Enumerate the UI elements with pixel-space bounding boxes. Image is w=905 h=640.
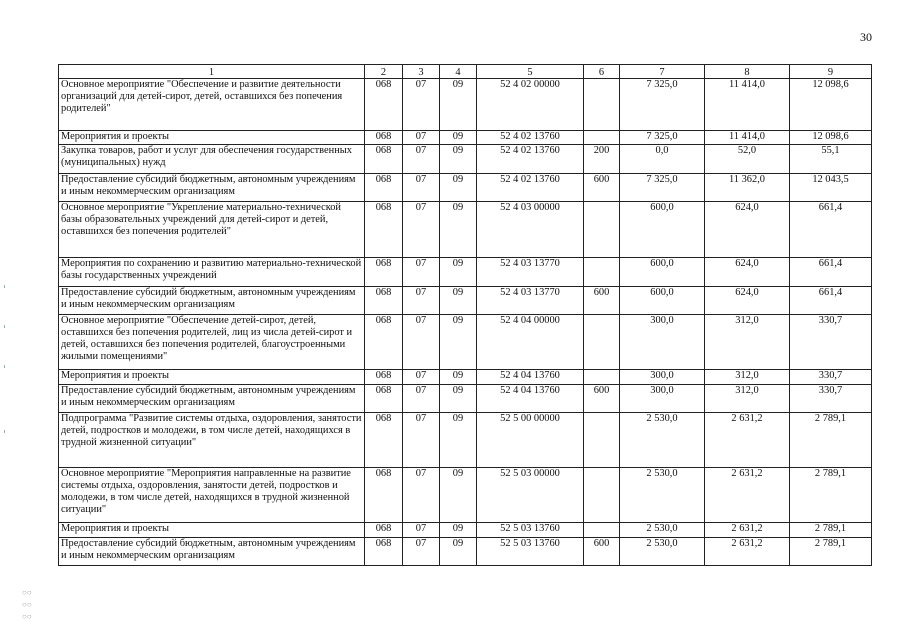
budget-table [58, 64, 872, 566]
row-value-cell: 52 5 03 13760 [477, 537, 584, 565]
row-value-cell: 300,0 [620, 370, 705, 385]
table-row [59, 201, 872, 258]
column-header: 2 [365, 65, 403, 79]
table-row [59, 286, 872, 314]
row-name-cell: Мероприятия и проекты [59, 522, 365, 537]
table-row [59, 370, 872, 385]
row-value-cell: 600,0 [620, 286, 705, 314]
row-value-cell [584, 78, 620, 130]
row-name-cell: Предоставление субсидий бюджетным, автономным учреждениям и иным некоммерческим организациям [59, 537, 365, 565]
row-value-cell [584, 370, 620, 385]
row-value-cell: 2 530,0 [620, 537, 705, 565]
row-value-cell: 2 789,1 [790, 537, 872, 565]
row-name-cell: Основное мероприятие "Мероприятия направленные на развитие системы отдыха, оздоровления, занятости детей, подростков и молодежи, в том числе детей, находящихся в трудной жизненной ситуации" [59, 467, 365, 522]
row-value-cell: 068 [365, 314, 403, 369]
row-name-cell: Мероприятия по сохранению и развитию материально-технической базы государственных учреждений [59, 258, 365, 286]
row-value-cell: 300,0 [620, 314, 705, 369]
table-row [59, 522, 872, 537]
row-value-cell: 600 [584, 173, 620, 201]
row-value-cell: 07 [403, 130, 440, 145]
row-value-cell: 09 [440, 413, 477, 467]
row-value-cell: 2 530,0 [620, 522, 705, 537]
row-value-cell: 09 [440, 286, 477, 314]
table-row [59, 145, 872, 173]
row-value-cell: 11 414,0 [705, 130, 790, 145]
row-value-cell: 09 [440, 145, 477, 173]
row-value-cell: 09 [440, 173, 477, 201]
row-value-cell: 0,0 [620, 145, 705, 173]
row-value-cell: 52 4 03 00000 [477, 201, 584, 258]
table-row [59, 173, 872, 201]
row-value-cell: 52 4 02 13760 [477, 130, 584, 145]
row-value-cell: 661,4 [790, 286, 872, 314]
row-value-cell: 09 [440, 522, 477, 537]
row-name-cell: Подпрограмма "Развитие системы отдыха, оздоровления, занятости детей, подростков и молодежи, в том числе детей, находящихся в трудной жизненной ситуации" [59, 413, 365, 467]
row-value-cell: 52 4 02 13760 [477, 173, 584, 201]
table-row [59, 467, 872, 522]
header-row [59, 65, 872, 79]
row-value-cell: 312,0 [705, 370, 790, 385]
row-value-cell: 2 530,0 [620, 413, 705, 467]
row-value-cell: 09 [440, 130, 477, 145]
table-row [59, 258, 872, 286]
row-value-cell: 624,0 [705, 258, 790, 286]
row-value-cell: 068 [365, 384, 403, 412]
row-value-cell: 52 4 04 13760 [477, 384, 584, 412]
row-value-cell: 330,7 [790, 384, 872, 412]
row-name-cell: Предоставление субсидий бюджетным, автономным учреждениям и иным некоммерческим организациям [59, 286, 365, 314]
row-value-cell: 52 4 04 00000 [477, 314, 584, 369]
row-value-cell: 624,0 [705, 286, 790, 314]
row-name-cell: Закупка товаров, работ и услуг для обеспечения государственных (муниципальных) нужд [59, 145, 365, 173]
row-value-cell [584, 130, 620, 145]
row-value-cell: 52 4 03 13770 [477, 286, 584, 314]
row-value-cell: 068 [365, 130, 403, 145]
row-value-cell: 09 [440, 370, 477, 385]
row-value-cell: 2 631,2 [705, 522, 790, 537]
scan-mark: ○○ [22, 600, 32, 609]
table-row [59, 413, 872, 467]
scan-artifact [4, 365, 5, 368]
row-value-cell: 07 [403, 258, 440, 286]
row-value-cell: 300,0 [620, 384, 705, 412]
row-value-cell [584, 201, 620, 258]
row-name-cell: Мероприятия и проекты [59, 370, 365, 385]
row-value-cell: 07 [403, 201, 440, 258]
table-row [59, 537, 872, 565]
row-value-cell: 661,4 [790, 258, 872, 286]
row-value-cell: 7 325,0 [620, 173, 705, 201]
row-value-cell: 52 5 03 00000 [477, 467, 584, 522]
row-value-cell: 07 [403, 467, 440, 522]
row-value-cell: 52 4 02 13760 [477, 145, 584, 173]
table-row [59, 130, 872, 145]
row-value-cell: 52 4 04 13760 [477, 370, 584, 385]
row-value-cell: 07 [403, 537, 440, 565]
row-name-cell: Мероприятия и проекты [59, 130, 365, 145]
row-value-cell [584, 314, 620, 369]
column-header: 5 [477, 65, 584, 79]
row-value-cell: 600,0 [620, 258, 705, 286]
scan-mark: ○○ [22, 612, 32, 621]
row-value-cell: 2 631,2 [705, 467, 790, 522]
scan-artifact [4, 325, 5, 328]
table-row [59, 78, 872, 130]
row-value-cell: 600,0 [620, 201, 705, 258]
row-value-cell: 068 [365, 78, 403, 130]
row-value-cell: 52 5 03 13760 [477, 522, 584, 537]
row-value-cell: 09 [440, 467, 477, 522]
row-value-cell: 07 [403, 522, 440, 537]
row-value-cell: 12 098,6 [790, 78, 872, 130]
scan-artifact [4, 285, 5, 288]
row-value-cell: 52 5 00 00000 [477, 413, 584, 467]
row-value-cell: 11 362,0 [705, 173, 790, 201]
row-value-cell: 2 631,2 [705, 537, 790, 565]
row-value-cell: 09 [440, 78, 477, 130]
row-value-cell: 11 414,0 [705, 78, 790, 130]
row-value-cell: 55,1 [790, 145, 872, 173]
column-header: 8 [705, 65, 790, 79]
row-value-cell: 07 [403, 314, 440, 369]
page-number: 30 [860, 30, 872, 44]
row-value-cell: 2 789,1 [790, 467, 872, 522]
row-value-cell: 2 789,1 [790, 413, 872, 467]
row-value-cell: 07 [403, 286, 440, 314]
column-header: 9 [790, 65, 872, 79]
row-name-cell: Основное мероприятие "Обеспечение детей-сирот, детей, оставшихся без попечения родителей, лиц из числа детей-сирот и детей, оставшихся без попечения родителей, благоустроенными жилыми помещениями" [59, 314, 365, 369]
row-value-cell [584, 258, 620, 286]
row-value-cell: 068 [365, 370, 403, 385]
row-value-cell: 330,7 [790, 370, 872, 385]
row-value-cell: 12 043,5 [790, 173, 872, 201]
row-value-cell: 600 [584, 286, 620, 314]
row-value-cell: 52 4 03 13770 [477, 258, 584, 286]
row-value-cell: 09 [440, 201, 477, 258]
row-value-cell [584, 413, 620, 467]
row-value-cell: 068 [365, 258, 403, 286]
row-value-cell: 09 [440, 258, 477, 286]
row-value-cell: 09 [440, 384, 477, 412]
scan-artifact [4, 430, 5, 433]
row-value-cell: 07 [403, 370, 440, 385]
row-value-cell: 068 [365, 173, 403, 201]
row-name-cell: Предоставление субсидий бюджетным, автономным учреждениям и иным некоммерческим организациям [59, 384, 365, 412]
scan-mark: ○○ [22, 588, 32, 597]
column-header: 4 [440, 65, 477, 79]
row-value-cell: 7 325,0 [620, 130, 705, 145]
row-value-cell: 068 [365, 145, 403, 173]
row-value-cell: 068 [365, 467, 403, 522]
column-header: 1 [59, 65, 365, 79]
column-header: 6 [584, 65, 620, 79]
row-value-cell: 2 789,1 [790, 522, 872, 537]
row-value-cell: 068 [365, 537, 403, 565]
row-value-cell: 2 530,0 [620, 467, 705, 522]
row-value-cell: 068 [365, 286, 403, 314]
row-value-cell: 068 [365, 413, 403, 467]
row-value-cell: 09 [440, 314, 477, 369]
row-value-cell: 07 [403, 384, 440, 412]
row-value-cell: 312,0 [705, 384, 790, 412]
row-value-cell: 068 [365, 201, 403, 258]
row-value-cell: 330,7 [790, 314, 872, 369]
row-value-cell: 7 325,0 [620, 78, 705, 130]
row-value-cell: 52 4 02 00000 [477, 78, 584, 130]
column-header: 7 [620, 65, 705, 79]
row-name-cell: Предоставление субсидий бюджетным, автономным учреждениям и иным некоммерческим организациям [59, 173, 365, 201]
column-header: 3 [403, 65, 440, 79]
row-value-cell: 09 [440, 537, 477, 565]
row-value-cell: 07 [403, 413, 440, 467]
row-value-cell: 600 [584, 384, 620, 412]
table-row [59, 384, 872, 412]
table-row [59, 314, 872, 369]
row-value-cell: 12 098,6 [790, 130, 872, 145]
row-value-cell: 312,0 [705, 314, 790, 369]
row-value-cell: 07 [403, 78, 440, 130]
row-value-cell: 2 631,2 [705, 413, 790, 467]
row-value-cell: 52,0 [705, 145, 790, 173]
row-value-cell [584, 522, 620, 537]
row-name-cell: Основное мероприятие "Обеспечение и развитие деятельности организаций для детей-сирот, детей, оставшихся без попечения родителей" [59, 78, 365, 130]
row-name-cell: Основное мероприятие "Укрепление материально-технической базы образовательных учреждений для детей-сирот и детей, оставшихся без попечения родителей" [59, 201, 365, 258]
row-value-cell: 07 [403, 145, 440, 173]
row-value-cell: 624,0 [705, 201, 790, 258]
row-value-cell: 07 [403, 173, 440, 201]
row-value-cell: 200 [584, 145, 620, 173]
row-value-cell [584, 467, 620, 522]
row-value-cell: 600 [584, 537, 620, 565]
row-value-cell: 068 [365, 522, 403, 537]
row-value-cell: 661,4 [790, 201, 872, 258]
